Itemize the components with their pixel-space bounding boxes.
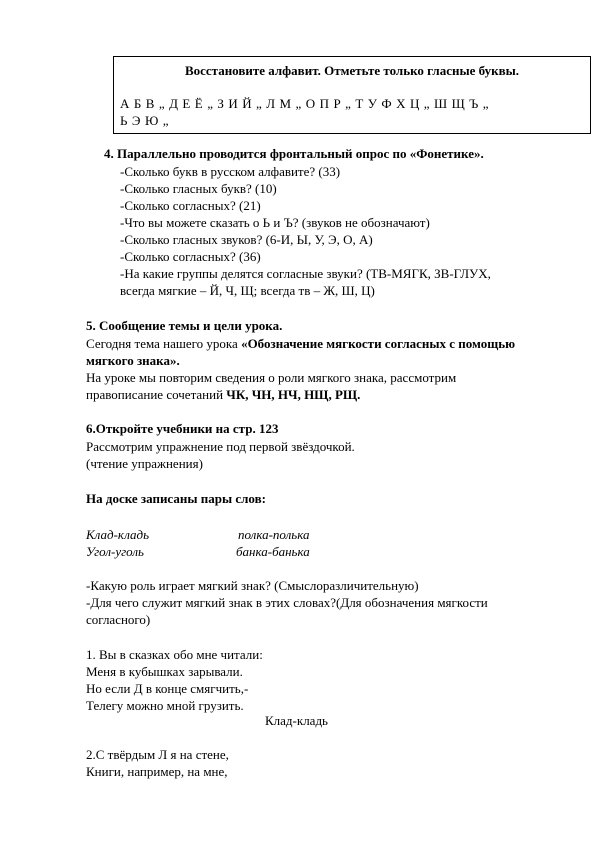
alphabet-line-1: А Б В „ Д Е Ё „ З И Й „ Л М „ О П Р „ Т У Ф Х Ц „ Ш Щ Ъ „ bbox=[120, 96, 490, 111]
lesson-topic-cont: мягкого знака». bbox=[86, 353, 180, 368]
word-pair: Клад-кладь bbox=[86, 527, 150, 542]
section4-line: -Сколько согласных? (36) bbox=[120, 249, 261, 264]
section4-heading: 4. Параллельно проводится фронтальный опрос по «Фонетике». bbox=[104, 146, 484, 161]
question-line: согласного) bbox=[86, 612, 151, 627]
section4-line: -Сколько гласных звуков? (6-И, Ы, У, Э, О, А) bbox=[120, 232, 373, 247]
section4-line: -На какие группы делятся согласные звуки? (ТВ-МЯГК, ЗВ-ГЛУХ, bbox=[120, 266, 491, 281]
section5-line-4-text: правописание сочетаний bbox=[86, 387, 227, 402]
riddle-line: 2.С твёрдым Л я на стене, bbox=[86, 747, 229, 762]
section6-line-2: (чтение упражнения) bbox=[86, 456, 203, 471]
riddle-line: 1. Вы в сказках обо мне читали: bbox=[86, 647, 263, 662]
alphabet-task-box bbox=[113, 56, 591, 134]
section4-line: -Сколько гласных букв? (10) bbox=[120, 181, 277, 196]
alphabet-line-2: Ь Э Ю „ bbox=[120, 113, 170, 128]
letter-combinations: ЧК, ЧН, НЧ, НЩ, РЩ. bbox=[226, 387, 361, 402]
riddle-answer: Клад-кладь bbox=[265, 713, 328, 728]
word-pair: Угол-уголь bbox=[86, 544, 144, 559]
lesson-topic: «Обозначение мягкости согласных с помощью bbox=[241, 336, 516, 351]
riddle-line: Но если Д в конце смягчить,- bbox=[86, 681, 249, 696]
section5-line-3: На уроке мы повторим сведения о роли мягкого знака, рассмотрим bbox=[86, 370, 457, 385]
section5-line-1 bbox=[86, 336, 515, 352]
section4-line: -Что вы можете сказать о Ь и Ъ? (звуков не обозначают) bbox=[120, 215, 430, 230]
board-heading: На доске записаны пары слов: bbox=[86, 491, 266, 506]
riddle-line: Книги, например, на мне, bbox=[86, 764, 228, 779]
word-pair: банка-банька bbox=[236, 544, 310, 559]
section5-heading: 5. Сообщение темы и цели урока. bbox=[86, 318, 283, 333]
task-box-title: Восстановите алфавит. Отметьте только гласные буквы. bbox=[184, 63, 520, 78]
word-pair: полка-полька bbox=[238, 527, 310, 542]
question-line: -Для чего служит мягкий знак в этих словах?(Для обозначения мягкости bbox=[86, 595, 488, 610]
section6-line-1: Рассмотрим упражнение под первой звёздочкой. bbox=[86, 439, 355, 454]
section4-line: -Сколько букв в русском алфавите? (33) bbox=[120, 164, 341, 179]
section5-line-1-text: Сегодня тема нашего урока bbox=[86, 336, 242, 351]
riddle-line: Телегу можно мной грузить. bbox=[86, 698, 244, 713]
section5-line-4 bbox=[86, 387, 360, 403]
section4-line: -Сколько согласных? (21) bbox=[120, 198, 261, 213]
question-line: -Какую роль играет мягкий знак? (Смыслоразличительную) bbox=[86, 578, 419, 593]
riddle-line: Меня в кубышках зарывали. bbox=[86, 664, 243, 679]
section6-heading: 6.Откройте учебники на стр. 123 bbox=[86, 421, 279, 436]
section4-line: всегда мягкие – Й, Ч, Щ; всегда тв – Ж, Ш, Ц) bbox=[120, 283, 375, 298]
